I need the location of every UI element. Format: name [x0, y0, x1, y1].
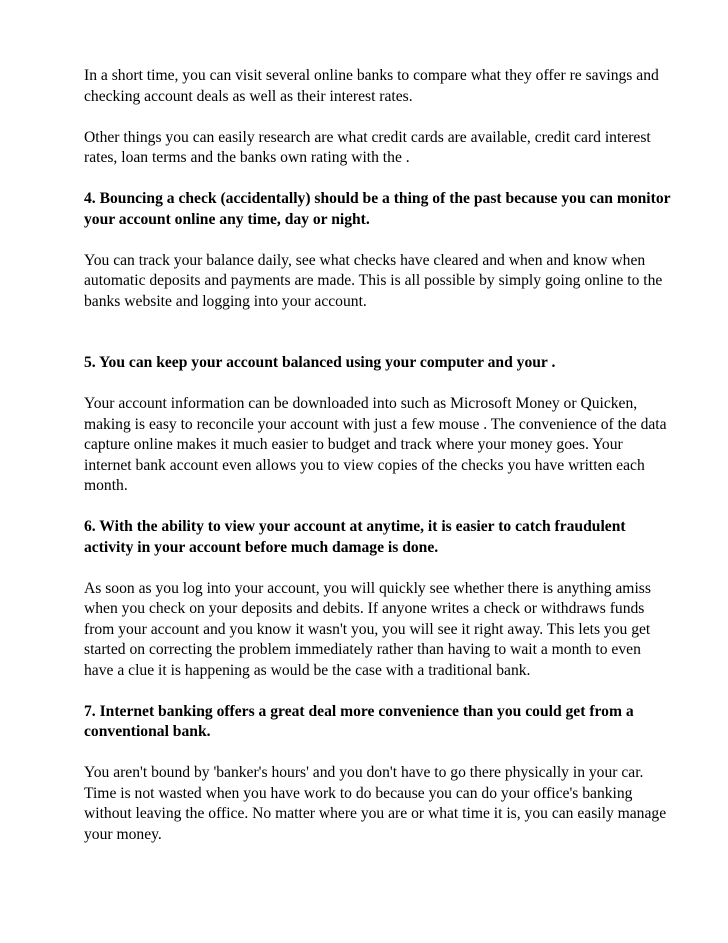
paragraph-compare-banks: In a short time, you can visit several online banks to compare what they offer re savings and checking account deals as well as their interest rates. [84, 67, 659, 105]
heading-point-5: 5. You can keep your account balanced using your computer and your . [84, 354, 556, 371]
blank-line [84, 333, 674, 354]
document-body [84, 66, 674, 866]
paragraph-account-download: Your account information can be downloaded into such as Microsoft Money or Quicken, making is easy to reconcile your account with just a few mouse . The convenience of the data capture online makes it much easier to budget and track where your money goes. Your internet bank account even allows you to view copies of the checks you have written each month. [84, 395, 667, 494]
heading-point-4: 4. Bouncing a check (accidentally) should be a thing of the past because you can monitor your account online any time, day or night. [84, 190, 671, 228]
paragraph-research-items: Other things you can easily research are what credit cards are available, credit card interest rates, loan terms and the banks own rating with the . [84, 128, 651, 166]
paragraph-fraud-detection: As soon as you log into your account, you will quickly see whether there is anything amiss when you check on your deposits and debits. If anyone writes a check or withdraws funds from your account and you know it wasn't you, you will see it right away. This lets you get started on correcting the problem immediately rather than having to wait a month to even have a clue it is happening as would be the case with a traditional bank. [84, 579, 651, 679]
heading-point-7: 7. Internet banking offers a great deal more convenience than you could get from a conventional bank. [84, 702, 634, 740]
paragraph-convenience: You aren't bound by 'banker's hours' and you don't have to go there physically in your car. Time is not wasted when you have work to do because you can do your office's banking without leaving the office. No matter where you are or what time it is, you can easily manage your money. [84, 764, 667, 843]
heading-point-6: 6. With the ability to view your account at anytime, it is easier to catch fraudulent activity in your account before much damage is done. [84, 518, 626, 556]
paragraph-track-balance: You can track your balance daily, see what checks have cleared and when and know when automatic deposits and payments are made. This is all possible by simply going online to the banks website and logging into your account. [84, 251, 663, 310]
